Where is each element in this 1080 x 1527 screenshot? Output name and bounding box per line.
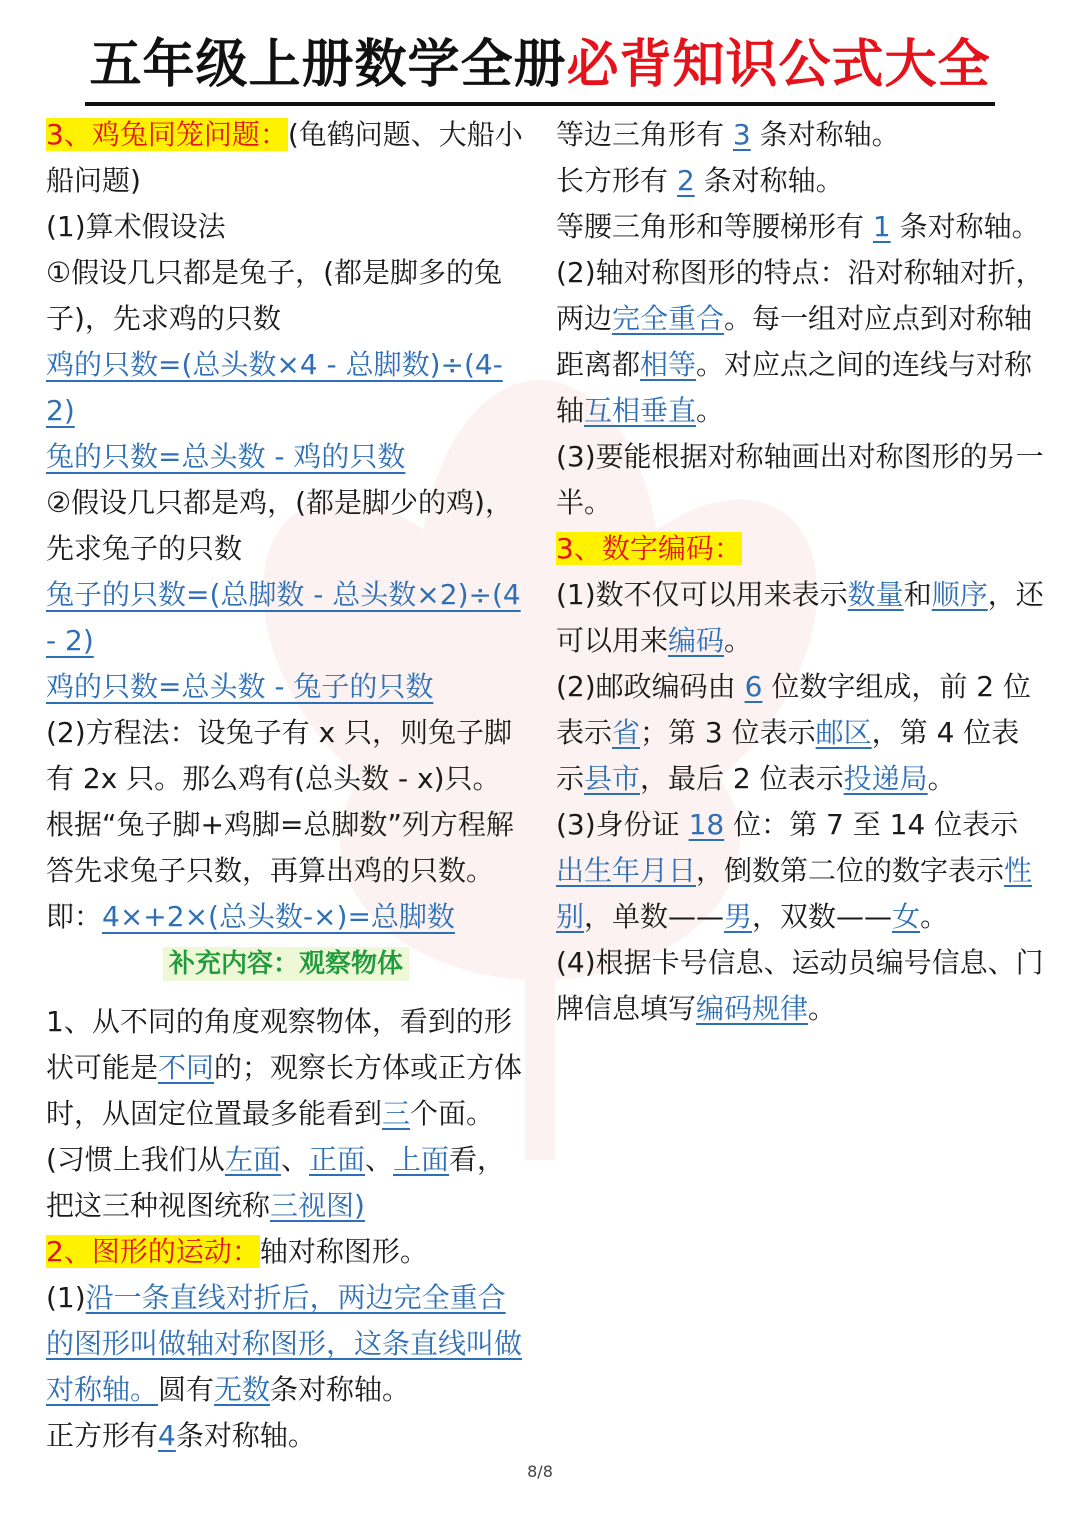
- text-span: 个面。(习惯上我们从: [46, 1097, 495, 1176]
- text-span: 条对称轴。: [270, 1373, 411, 1406]
- text-span: ，双数——: [752, 900, 893, 933]
- triangle-axes: [556, 112, 1046, 158]
- text-span: 条对称轴。: [175, 1419, 316, 1452]
- page-number: 8/8: [527, 1462, 553, 1481]
- isosceles-axes: [556, 204, 1046, 250]
- text-span: 的；观察长方体或正方体时，从固定位置最多能看到: [46, 1051, 523, 1130]
- coding-3: [556, 802, 1046, 940]
- text-span: 条对称轴。: [759, 118, 900, 151]
- text-span: 1、从不同的角度观察物体，看到的形状可能是: [46, 1005, 512, 1084]
- text-span: 2: [676, 164, 695, 197]
- text-span: 上面: [393, 1143, 450, 1176]
- text-span: (3)身份证: [556, 808, 680, 841]
- text-span: 性别: [556, 854, 1033, 933]
- text-span: 位：第 7 至 14 位表示: [733, 808, 1019, 841]
- text-span: 。: [696, 394, 725, 427]
- text-span: 正面: [308, 1143, 365, 1176]
- text-span: 县市: [584, 762, 641, 795]
- equation-explain: 根据“兔子脚+鸡脚=总脚数”列方程解答先求兔子只数，再算出鸡的只数。: [46, 808, 514, 887]
- text-span: (2)邮政编码由: [556, 670, 736, 703]
- formula-chicken: 鸡的只数=(总头数×4 - 总脚数)÷(4-2): [46, 348, 503, 427]
- text-span: 三视图): [270, 1189, 365, 1222]
- text-span: 3、数字编码：: [556, 532, 742, 565]
- text-span: 位数字组成，前 2 位表示: [556, 670, 1031, 749]
- text-span: ，倒数第二位的数字表示: [696, 854, 1005, 887]
- text-span: 条对称轴。: [899, 210, 1040, 243]
- formula-chicken-2: 鸡的只数=总头数 - 兔子的只数: [46, 670, 434, 703]
- formula-rabbit: 兔的只数=总头数 - 鸡的只数: [46, 440, 406, 473]
- equation-formula: [46, 894, 526, 940]
- text-span: 补充内容：观察物体: [163, 947, 409, 981]
- rectangle-axes: [556, 158, 1046, 204]
- text-span: 1: [872, 210, 891, 243]
- text-span: 和: [903, 578, 932, 611]
- square-axes: [46, 1413, 526, 1459]
- text-span: 圆有: [158, 1373, 215, 1406]
- text-span: 三: [382, 1097, 411, 1130]
- text-span: 编码: [668, 624, 725, 657]
- title-part-black: 五年级上册数学全册: [89, 35, 567, 95]
- text-span: 无数: [214, 1373, 271, 1406]
- symmetry-features: [556, 250, 1046, 434]
- axis-symmetry-definition: [46, 1275, 526, 1413]
- coding-heading: [556, 526, 1046, 572]
- observation-paragraph: [46, 999, 526, 1229]
- text-span: (4)根据卡号信息、运动员编号信息、门牌信息填写: [556, 946, 1044, 1025]
- text-span: 4×+2×(总头数-×)=总脚数: [102, 900, 455, 933]
- text-span: 等腰三角形和等腰梯形有: [556, 210, 865, 243]
- text-span: 互相垂直: [584, 394, 697, 427]
- text-span: 条对称轴。: [703, 164, 844, 197]
- text-span: 轴对称图形。: [259, 1235, 428, 1268]
- text-span: 不同: [158, 1051, 215, 1084]
- formula-rabbit-2: 兔子的只数=(总脚数 - 总头数×2)÷(4 - 2): [46, 578, 521, 657]
- page-title: [0, 30, 1080, 106]
- section-heading: 3、鸡兔同笼问题：: [46, 118, 288, 151]
- text-span: 编码规律: [696, 992, 809, 1025]
- text-span: 。: [920, 900, 949, 933]
- text-span: 男: [724, 900, 753, 933]
- text-span: 女: [892, 900, 921, 933]
- text-span: 左面: [224, 1143, 281, 1176]
- text-span: 数量: [847, 578, 904, 611]
- assume-chickens: ②假设几只都是鸡，(都是脚少的鸡)，先求兔子的只数: [46, 486, 513, 565]
- text-span: (1): [46, 1281, 86, 1314]
- text-span: 看，把这三种视图统称: [46, 1143, 506, 1222]
- text-span: 顺序: [931, 578, 988, 611]
- text-span: ，单数——: [584, 900, 725, 933]
- right-column: [556, 112, 1046, 1032]
- text-span: (2)轴对称图形的特点：沿对称轴对折，两边: [556, 256, 1044, 335]
- text-span: 、: [364, 1143, 393, 1176]
- assume-rabbits: ①假设几只都是兔子，(都是脚多的兔子)，先求鸡的只数: [46, 256, 503, 335]
- text-span: 邮区: [815, 716, 872, 749]
- left-column: [46, 112, 526, 1459]
- text-span: ，第 4 位表示: [556, 716, 1020, 795]
- text-span: 、: [280, 1143, 309, 1176]
- text-span: 。对应点之间的连线与对称轴: [556, 348, 1033, 427]
- text-span: 长方形有: [556, 164, 669, 197]
- text-span: 省: [612, 716, 641, 749]
- text-span: 3: [732, 118, 751, 151]
- text-span: 6: [744, 670, 763, 703]
- draw-half: (3)要能根据对称轴画出对称图形的另一半。: [556, 440, 1044, 519]
- text-span: 即：: [46, 900, 103, 933]
- text-span: ，还可以用来: [556, 578, 1044, 657]
- motion-heading: [46, 1229, 526, 1275]
- supplement-heading: [46, 940, 526, 987]
- text-span: ，最后 2 位表示: [640, 762, 844, 795]
- text-span: ；第 3 位表示: [640, 716, 816, 749]
- text-span: 等边三角形有: [556, 118, 725, 151]
- coding-4: [556, 940, 1046, 1032]
- text-span: 投递局: [843, 762, 928, 795]
- chicken-rabbit-heading: [46, 112, 526, 204]
- text-span: 18: [688, 808, 725, 841]
- text-span: 。每一组对应点到对称轴距离都: [556, 302, 1033, 381]
- text-span: 完全重合: [612, 302, 725, 335]
- text-span: 4: [158, 1419, 176, 1452]
- title-part-red: 必背知识公式大全: [566, 35, 991, 95]
- text-span: 。: [927, 762, 956, 795]
- text-span: 。: [724, 624, 753, 657]
- text-span: 正方形有: [46, 1419, 159, 1452]
- coding-2: [556, 664, 1046, 802]
- text-span: 出生年月日: [556, 854, 697, 887]
- text-span: 相等: [640, 348, 697, 381]
- text-span: 2、图形的运动：: [46, 1235, 260, 1268]
- text-span: 沿一条直线对折后，两边完全重合的图形叫做轴对称图形，这条直线叫做对称轴。: [46, 1281, 523, 1406]
- text-span: 。: [808, 992, 837, 1025]
- equation-method: (2)方程法：设兔子有 x 只，则兔子脚有 2x 只。那么鸡有(总头数 - x)只。: [46, 716, 513, 795]
- coding-1: [556, 572, 1046, 664]
- text-span: (1)数不仅可以用来表示: [556, 578, 848, 611]
- arith-method: (1)算术假设法: [46, 210, 226, 243]
- text-span: (龟鹤问题、大船小船问题): [46, 118, 523, 197]
